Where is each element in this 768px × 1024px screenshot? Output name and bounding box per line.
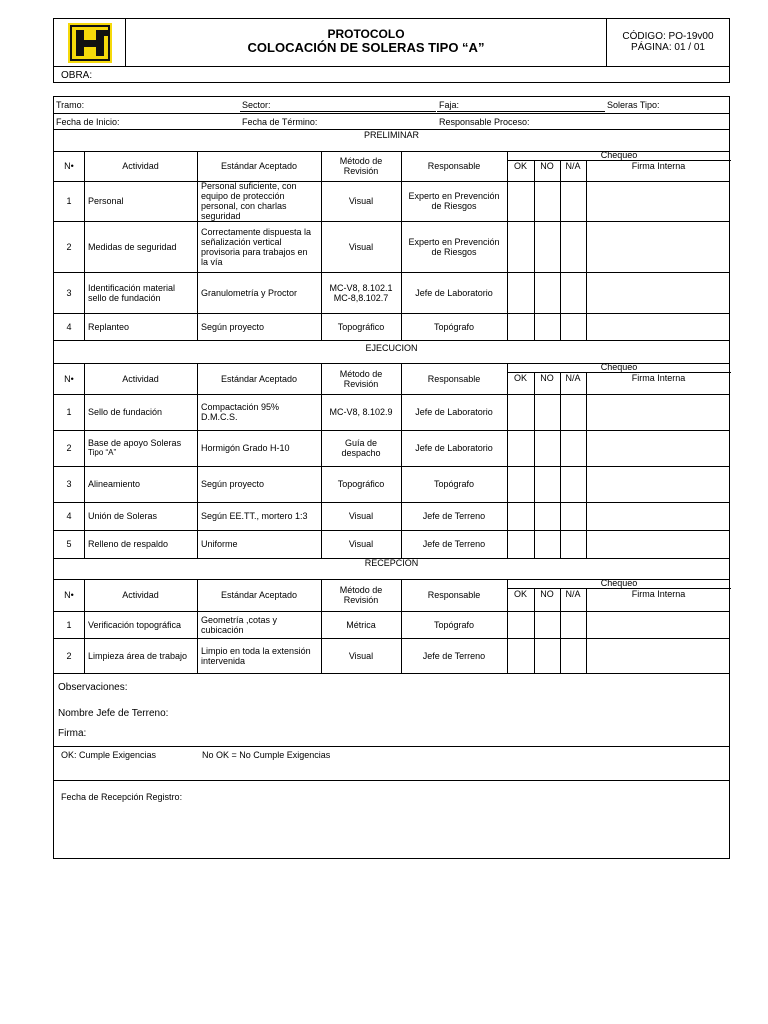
check-cell-ok[interactable] [507, 181, 534, 221]
row-method-text: Visual [348, 196, 374, 206]
row-activity-text: Limpieza área de trabajo [88, 650, 188, 661]
check-cell-ok[interactable] [507, 394, 534, 430]
col-header-actividad [84, 579, 197, 611]
col-header-n-label: N• [64, 590, 74, 600]
col-header-responsable [401, 151, 507, 181]
col-header-estandar [197, 579, 321, 611]
column-line [560, 588, 561, 673]
row-standard-text: Según proyecto [201, 321, 265, 332]
sector-field[interactable]: Sector: [242, 100, 271, 110]
row-activity-text: Personal [88, 196, 124, 206]
row-number-text: 1 [66, 196, 72, 206]
row-method [321, 466, 401, 502]
check-cell-firma[interactable] [586, 466, 731, 502]
col-header-firma: Firma Interna [631, 589, 686, 599]
row-standard-text: Geometría ,cotas y cubicación [201, 614, 278, 635]
col-header-metodo [321, 363, 401, 394]
column-line [534, 160, 535, 340]
check-cell-ok[interactable] [507, 272, 534, 313]
row-number-text: 3 [66, 287, 72, 298]
row-responsible-text: Topógrafo [433, 619, 475, 630]
check-cell-no[interactable] [534, 313, 560, 340]
row-standard [197, 502, 321, 530]
row-method [321, 272, 401, 313]
col-header-na: N/A [565, 161, 581, 171]
check-cell-firma[interactable] [586, 394, 731, 430]
row-activity [84, 221, 197, 272]
row-responsible-text: Experto en Prevención de Riesgos [408, 236, 500, 257]
check-cell-no[interactable] [534, 638, 560, 673]
row-activity-text: Replanteo [88, 321, 130, 332]
row-activity-text: Verificación topográfica [88, 619, 182, 630]
row-number [54, 313, 84, 340]
col-header-responsable-label: Responsable [427, 373, 481, 384]
check-cell-firma[interactable] [586, 272, 731, 313]
firma-label: Firma: [58, 728, 87, 739]
footer-divider-2 [54, 780, 729, 781]
row-activity-text: Sello de fundación [88, 407, 163, 417]
row-method [321, 638, 401, 673]
row-activity [84, 394, 197, 430]
check-cell-na[interactable] [560, 430, 586, 466]
fecha-recepcion-label: Fecha de Recepción Registro: [61, 792, 183, 802]
row-responsible [401, 394, 507, 430]
row-method [321, 430, 401, 466]
check-cell-no[interactable] [534, 394, 560, 430]
row-number-text: 2 [66, 443, 72, 453]
faja-underline [437, 111, 605, 112]
row-method [321, 611, 401, 638]
col-header-estandar-label: Estándar Aceptado [220, 373, 298, 384]
row-standard [197, 221, 321, 272]
row-number-text: 1 [66, 407, 72, 417]
form-body [53, 96, 730, 859]
obra-field[interactable] [54, 66, 729, 82]
row-standard [197, 466, 321, 502]
row-number-text: 2 [66, 650, 72, 661]
row-method [321, 530, 401, 558]
col-header-firma: Firma Interna [631, 161, 686, 171]
row-number [54, 430, 84, 466]
col-header-chequeo: Chequeo [600, 150, 638, 160]
row-responsible-text: Jefe de Terreno [422, 650, 486, 661]
row-responsible [401, 181, 507, 221]
column-line [534, 372, 535, 558]
column-line [586, 588, 587, 673]
row-method-text: Visual [348, 650, 374, 661]
row-standard [197, 272, 321, 313]
row-method-text: MC-V8, 8.102.9 [329, 407, 393, 417]
col-header-estandar [197, 151, 321, 181]
row-number [54, 502, 84, 530]
check-cell-no[interactable] [534, 430, 560, 466]
col-header-n-label: N• [64, 373, 74, 384]
row-standard-text: Granulometría y Proctor [201, 287, 298, 298]
row-activity [84, 502, 197, 530]
check-cell-ok[interactable] [507, 466, 534, 502]
check-cell-firma[interactable] [586, 313, 731, 340]
row-activity [84, 638, 197, 673]
col-header-metodo [321, 579, 401, 611]
row-activity [84, 272, 197, 313]
row-standard-text: Según proyecto [201, 479, 265, 489]
row-number-text: 1 [66, 619, 72, 630]
column-line [401, 579, 402, 673]
row-activity-text: Base de apoyo Soleras [88, 438, 182, 448]
row-number [54, 530, 84, 558]
col-header-estandar [197, 363, 321, 394]
col-header-chequeo: Chequeo [600, 578, 638, 588]
column-line [401, 363, 402, 558]
nombre-jefe-label: Nombre Jefe de Terreno: [58, 708, 169, 719]
row-method [321, 502, 401, 530]
row-activity-text: Relleno de respaldo [88, 539, 169, 549]
title-line-2: COLOCACIÓN DE SOLERAS TIPO “A” [247, 40, 485, 55]
column-line [507, 363, 508, 558]
col-header-no: NO [540, 589, 554, 599]
check-cell-ok[interactable] [507, 313, 534, 340]
section-title-preliminar: PRELIMINAR [363, 130, 419, 140]
row-standard [197, 181, 321, 221]
logo-cell [54, 19, 126, 66]
row-method-text: Topográfico [337, 321, 385, 332]
check-cell-ok[interactable] [507, 530, 534, 558]
check-cell-ok[interactable] [507, 430, 534, 466]
row-standard-text: Hormigón Grado H-10 [201, 443, 290, 453]
form-header [53, 18, 730, 83]
col-header-actividad [84, 151, 197, 181]
row-standard-text: Personal suficiente, con equipo de protección personal, con charlas seguridad [201, 181, 297, 221]
check-cell-firma[interactable] [586, 611, 731, 638]
column-line [507, 151, 508, 340]
column-line [197, 579, 198, 673]
check-cell-no[interactable] [534, 466, 560, 502]
row-responsible [401, 502, 507, 530]
column-line [321, 151, 322, 340]
row-standard [197, 430, 321, 466]
nook-legend: No OK = No Cumple Exigencias [202, 750, 331, 760]
check-cell-no[interactable] [534, 530, 560, 558]
document-code: CÓDIGO: PO-19v00 [622, 31, 714, 42]
col-header-actividad-label: Actividad [122, 161, 159, 171]
check-cell-na[interactable] [560, 530, 586, 558]
row-responsible [401, 638, 507, 673]
col-header-actividad-label: Actividad [122, 373, 159, 384]
row-number-text: 4 [66, 321, 72, 332]
row-number [54, 181, 84, 221]
row-responsible-text: Topógrafo [433, 321, 475, 332]
check-cell-no[interactable] [534, 221, 560, 272]
check-cell-firma[interactable] [586, 430, 731, 466]
check-cell-na[interactable] [560, 394, 586, 430]
row-standard [197, 611, 321, 638]
row-activity-text: Unión de Soleras [88, 511, 158, 521]
col-header-n-label: N• [64, 161, 74, 171]
check-cell-na[interactable] [560, 221, 586, 272]
col-header-estandar-label: Estándar Aceptado [220, 161, 298, 171]
row-activity-text: Medidas de seguridad [88, 241, 177, 252]
col-header-responsable-label: Responsable [427, 161, 481, 171]
col-header-metodo-label: Método de Revisión [339, 585, 383, 605]
row-responsible [401, 466, 507, 502]
row-activity [84, 466, 197, 502]
row-standard [197, 313, 321, 340]
responsable-proceso-field[interactable]: Responsable Proceso: [439, 117, 530, 127]
check-cell-firma[interactable] [586, 221, 731, 272]
footer-divider-1 [54, 746, 729, 747]
check-cell-firma[interactable] [586, 530, 731, 558]
row-responsible-text: Experto en Prevención de Riesgos [408, 191, 500, 211]
row-responsible [401, 530, 507, 558]
obra-label: OBRA: [61, 70, 93, 81]
check-cell-na[interactable] [560, 638, 586, 673]
row-responsible-text: Jefe de Laboratorio [415, 443, 493, 453]
row-standard [197, 638, 321, 673]
row-number [54, 272, 84, 313]
row-standard [197, 394, 321, 430]
row-number-text: 2 [66, 241, 72, 252]
section-title-ejecucion: EJECUCION [365, 343, 418, 353]
check-cell-na[interactable] [560, 313, 586, 340]
tramo-field[interactable]: Tramo: [56, 100, 85, 110]
check-cell-firma[interactable] [586, 502, 731, 530]
col-header-firma: Firma Interna [631, 373, 686, 383]
check-cell-ok[interactable] [507, 611, 534, 638]
row-method [321, 394, 401, 430]
row-number [54, 221, 84, 272]
col-header-na: N/A [565, 589, 581, 599]
row-activity [84, 530, 197, 558]
column-line [401, 151, 402, 340]
row-activity [84, 430, 197, 466]
title-line-1: PROTOCOLO [327, 27, 405, 41]
column-line [321, 363, 322, 558]
row-responsible-text: Topógrafo [433, 479, 475, 489]
row-responsible [401, 430, 507, 466]
column-line [321, 579, 322, 673]
check-cell-no[interactable] [534, 272, 560, 313]
code-cell [607, 19, 729, 66]
row-number [54, 466, 84, 502]
check-cell-ok[interactable] [507, 221, 534, 272]
col-header-ok: OK [513, 373, 527, 383]
row-responsible-text: Jefe de Laboratorio [415, 287, 493, 298]
row-responsible-text: Jefe de Terreno [422, 511, 486, 521]
check-cell-na[interactable] [560, 611, 586, 638]
row-method-text: MC-V8, 8.102.1 MC-8,8.102.7 [329, 282, 393, 303]
row-number [54, 611, 84, 638]
column-line [197, 151, 198, 340]
row-method-text: Guía de despacho [341, 438, 381, 458]
row-method [321, 181, 401, 221]
col-header-metodo [321, 151, 401, 181]
page-number: PÁGINA: 01 / 01 [631, 42, 705, 53]
col-header-n [54, 363, 84, 394]
faja-field[interactable]: Faja: [439, 100, 460, 110]
row-activity-text: Alineamiento [88, 479, 141, 489]
column-line [586, 372, 587, 558]
check-cell-na[interactable] [560, 466, 586, 502]
row-number-text: 5 [66, 539, 72, 549]
column-line [507, 579, 508, 673]
check-cell-ok[interactable] [507, 502, 534, 530]
check-cell-no[interactable] [534, 502, 560, 530]
row-activity [84, 313, 197, 340]
row-standard-text: Compactación 95% D.M.C.S. [201, 402, 280, 422]
check-cell-firma[interactable] [586, 181, 731, 221]
row-standard-text: Según EE.TT., mortero 1:3 [201, 511, 308, 521]
col-header-no: NO [540, 373, 554, 383]
col-header-actividad [84, 363, 197, 394]
row-activity-text: Identificación material sello de fundación [88, 282, 176, 303]
column-line [84, 579, 85, 673]
row-method [321, 221, 401, 272]
check-cell-na[interactable] [560, 502, 586, 530]
column-line [560, 372, 561, 558]
row-responsible [401, 272, 507, 313]
fecha-termino-field[interactable]: Fecha de Término: [242, 117, 318, 127]
column-line [197, 363, 198, 558]
row-number [54, 394, 84, 430]
column-line [586, 160, 587, 340]
row-responsible [401, 313, 507, 340]
check-cell-no[interactable] [534, 181, 560, 221]
row-method [321, 313, 401, 340]
company-logo-icon [68, 23, 112, 63]
col-header-responsable [401, 363, 507, 394]
col-header-responsable-label: Responsable [427, 590, 481, 600]
row-standard-text: Limpio en toda la extensión intervenida [201, 645, 311, 666]
row-standard-text: Correctamente dispuesta la señalización vertical provisoria para trabajos en la vía [201, 226, 312, 267]
sector-underline [240, 111, 436, 112]
row-responsible [401, 611, 507, 638]
column-line [534, 588, 535, 673]
col-header-n [54, 579, 84, 611]
col-header-ok: OK [513, 161, 527, 171]
info-row-2 [54, 114, 729, 130]
row-line [54, 340, 729, 341]
row-responsible [401, 221, 507, 272]
row-standard [197, 530, 321, 558]
check-cell-ok[interactable] [507, 638, 534, 673]
row-method-text: Métrica [346, 619, 376, 630]
col-header-responsable [401, 579, 507, 611]
soleras-tipo-field[interactable]: Soleras Tipo: [607, 100, 660, 110]
section-title-recepcion: RECEPCION [364, 558, 419, 568]
column-line [560, 160, 561, 340]
row-method-text: Visual [348, 539, 374, 549]
column-line [84, 151, 85, 340]
row-number [54, 638, 84, 673]
check-cell-firma[interactable] [586, 638, 731, 673]
col-header-metodo-label: Método de Revisión [339, 368, 383, 389]
ok-legend: OK: Cumple Exigencias [61, 750, 157, 760]
row-responsible-text: Jefe de Laboratorio [415, 407, 493, 417]
row-method-text: Visual [348, 511, 374, 521]
row-activity [84, 181, 197, 221]
row-activity [84, 611, 197, 638]
row-method-text: Visual [348, 241, 374, 252]
col-header-estandar-label: Estándar Aceptado [220, 590, 298, 600]
row-number-text: 3 [66, 479, 72, 489]
col-header-metodo-label: Método de Revisión [339, 156, 383, 176]
col-header-n [54, 151, 84, 181]
row-standard-text: Uniforme [201, 539, 238, 549]
check-cell-no[interactable] [534, 611, 560, 638]
observaciones-label: Observaciones: [58, 682, 128, 693]
check-cell-na[interactable] [560, 272, 586, 313]
fecha-inicio-field[interactable]: Fecha de Inicio: [56, 117, 120, 127]
check-cell-na[interactable] [560, 181, 586, 221]
col-header-actividad-label: Actividad [122, 590, 159, 600]
col-header-chequeo: Chequeo [600, 362, 638, 372]
col-header-no: NO [540, 161, 554, 171]
row-line [54, 673, 729, 674]
row-method-text: Topográfico [337, 479, 385, 489]
row-responsible-text: Jefe de Terreno [422, 539, 486, 549]
col-header-ok: OK [513, 589, 527, 599]
title-cell [126, 19, 607, 66]
column-line [84, 363, 85, 558]
row-activity-subtext: Tipo “A” [88, 448, 117, 457]
row-number-text: 4 [66, 511, 72, 521]
col-header-na: N/A [565, 373, 581, 383]
